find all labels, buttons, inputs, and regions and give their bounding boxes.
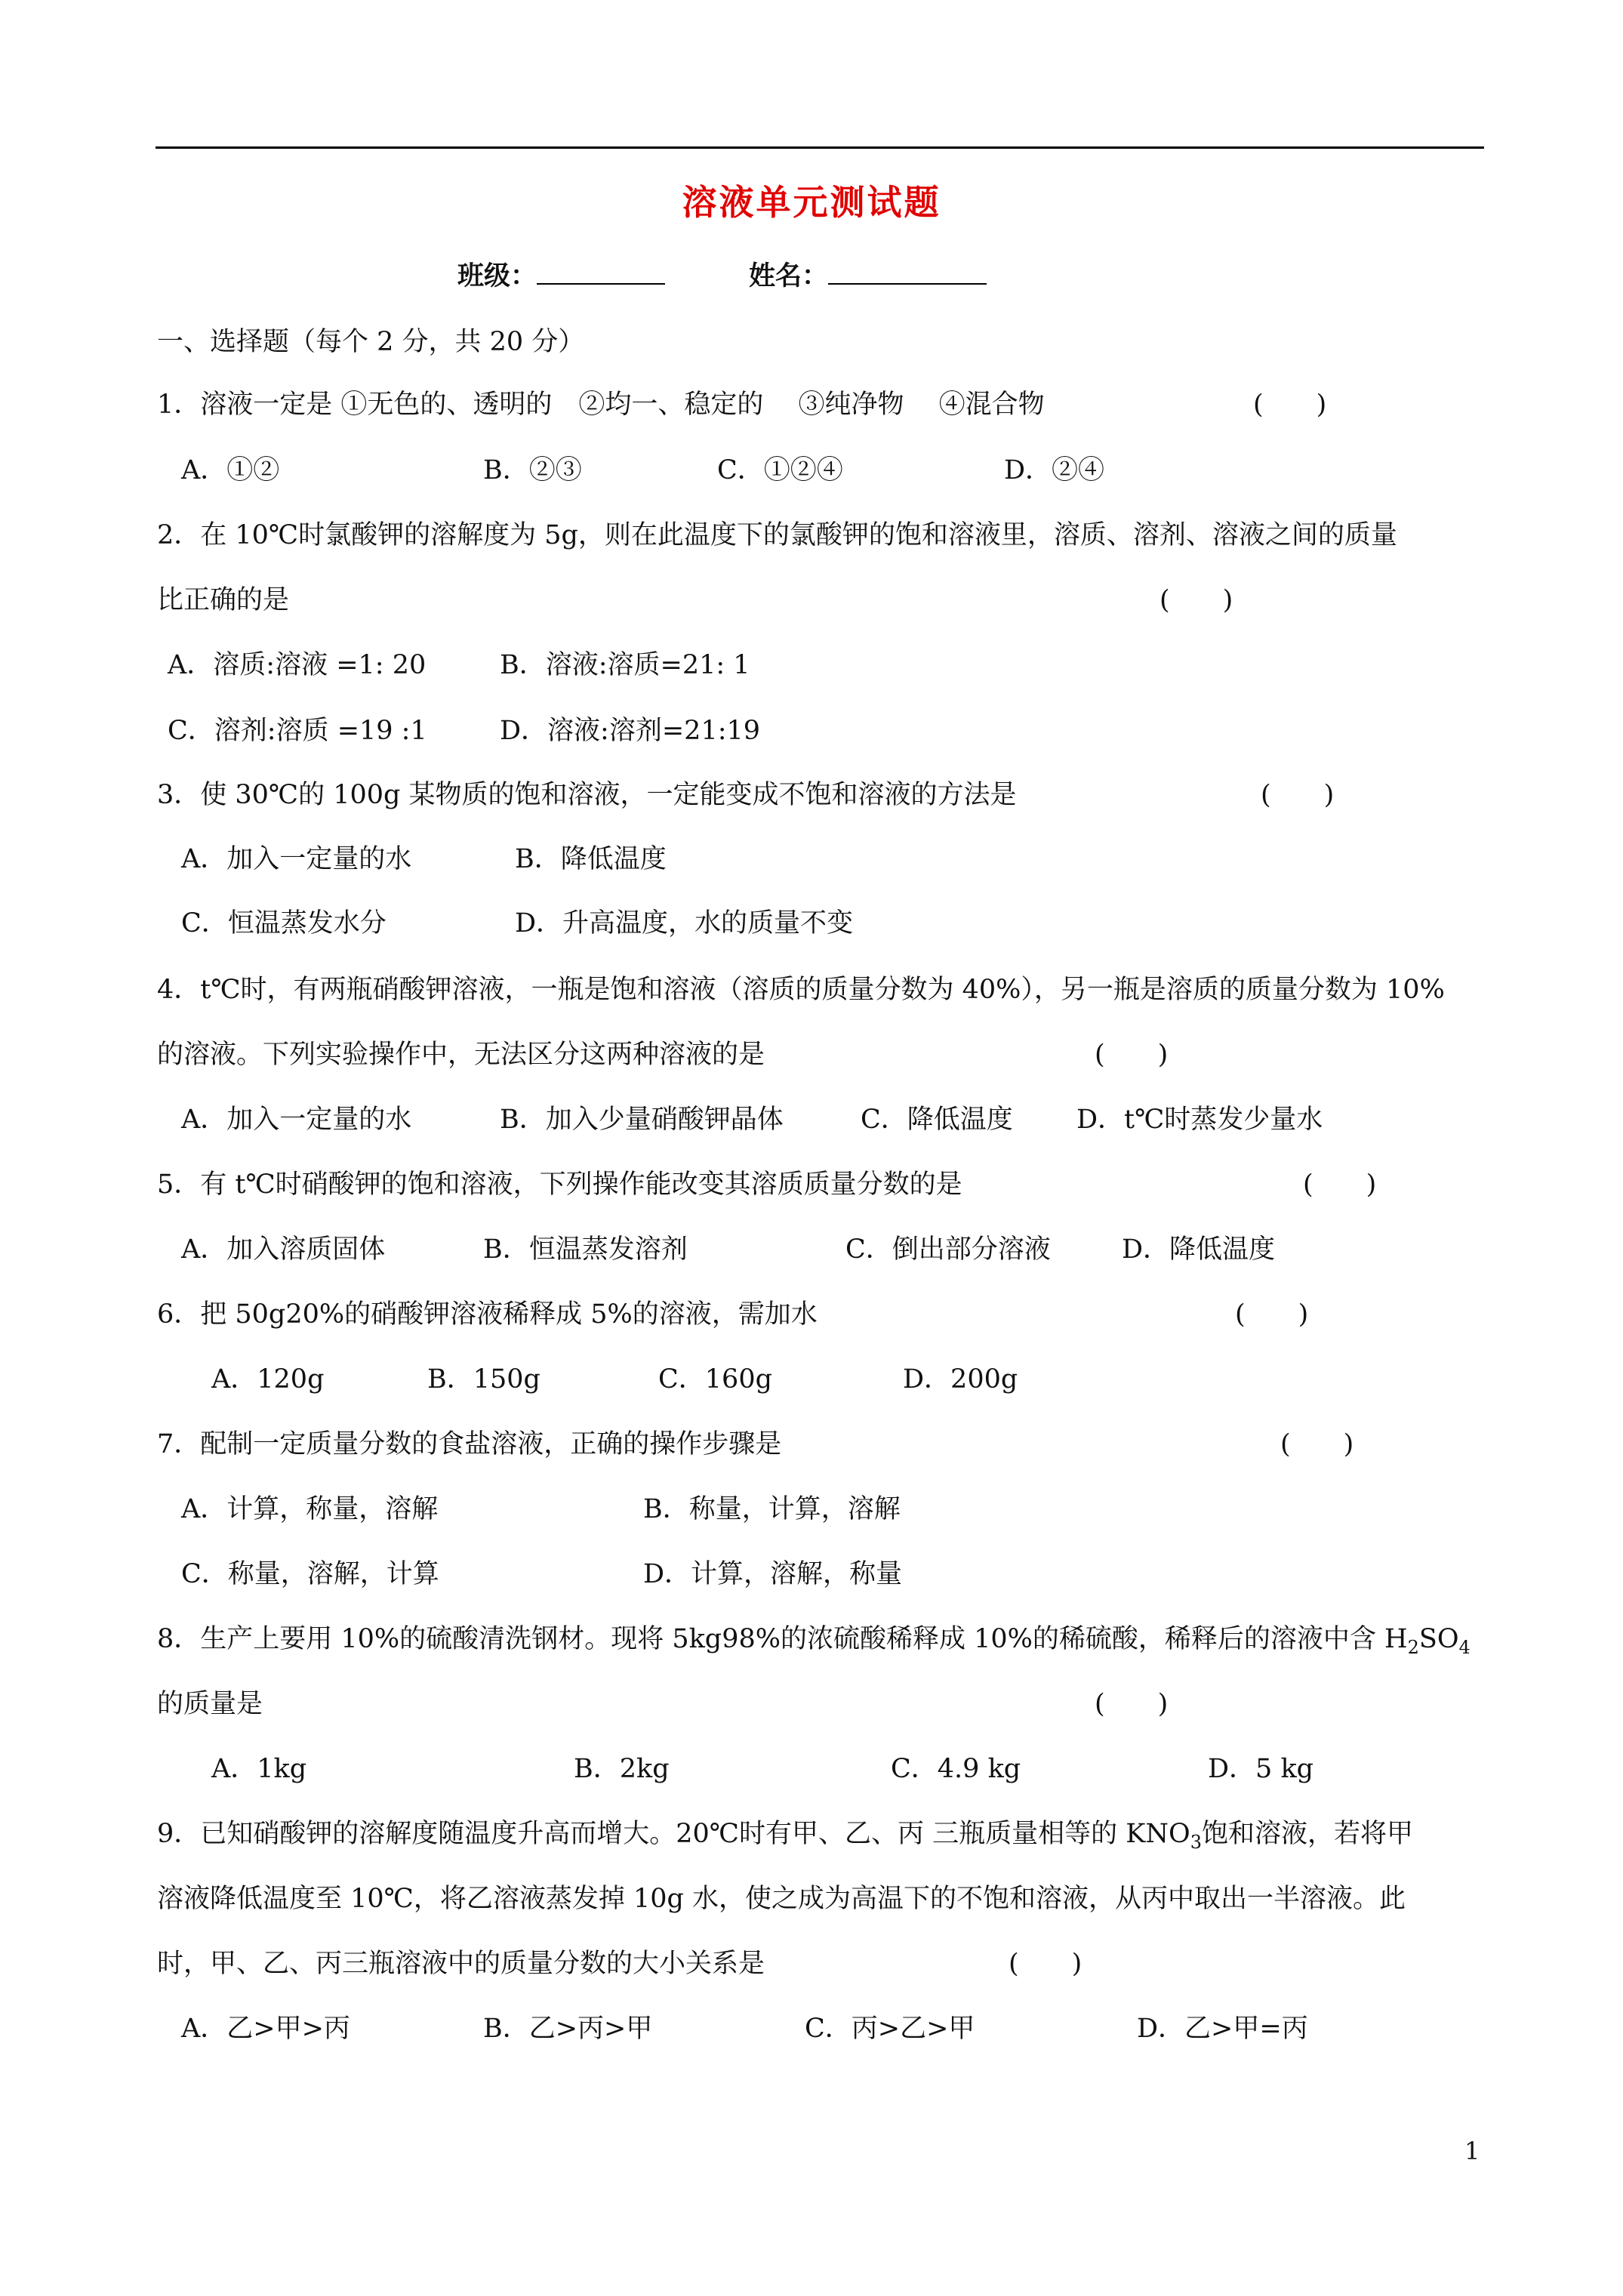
q6-option-c: C．160g [658,1364,772,1395]
q9-stem-line1 [157,1813,1413,1853]
name-blank[interactable] [828,257,987,285]
q1-option-c: C．①②④ [717,455,843,485]
q7-option-c: C．称量，溶解，计算 [181,1559,439,1589]
q8-stem-text: 8．生产上要用 10%的硫酸清洗钢材。现将 5kg98%的浓硫酸稀释成 10%的稀硫酸，稀释后的溶液中含 H [157,1624,1408,1654]
q8-formula-so: SO [1418,1624,1459,1654]
section-heading: 一、选择题（每个 2 分，共 20 分） [157,327,585,357]
q1-option-d: D．②④ [1004,455,1105,485]
class-field [457,255,665,293]
q3-option-b: B．降低温度 [515,844,667,874]
class-label: 班级： [457,260,537,291]
q9-stem-text-a: 9．已知硝酸钾的溶解度随温度升高而增大。20℃时有甲、乙、丙 三瓶质量相等的 KNO [157,1819,1190,1849]
q8-answer-blank: ( ) [1095,1689,1169,1719]
q9-answer-blank: ( ) [1009,1949,1083,1979]
q8-option-d: D．5 kg [1208,1754,1314,1784]
q2-option-b: B．溶液:溶质=21: 1 [500,650,750,680]
page-title: 溶液单元测试题 [682,182,941,223]
q6-answer-blank: ( ) [1235,1299,1309,1330]
q2-stem-line1: 2．在 10℃时氯酸钾的溶解度为 5g，则在此温度下的氯酸钾的饱和溶液里，溶质、溶剂、溶液之间的质量 [157,520,1397,550]
q8-formula-sub-4: 4 [1458,1637,1471,1658]
q7-option-a: A．计算，称量，溶解 [181,1494,439,1524]
q2-option-d: D．溶液:溶剂=21:19 [500,716,761,746]
q3-option-c: C．恒温蒸发水分 [181,908,387,938]
q7-option-d: D．计算，溶解，称量 [643,1559,903,1589]
q9-stem-line2: 溶液降低温度至 10℃，将乙溶液蒸发掉 10g 水，使之成为高温下的不饱和溶液，从丙中取出一半溶液。此 [157,1884,1406,1914]
q3-answer-blank: ( ) [1261,780,1335,810]
q9-option-d: D．乙>甲=丙 [1137,2014,1308,2044]
q1-stem: 1．溶液一定是 ①无色的、透明的 ②均一、稳定的 ③纯净物 ④混合物 [157,390,1045,420]
q7-option-b: B．称量，计算，溶解 [643,1494,901,1524]
q9-option-a: A．乙>甲>丙 [181,2014,350,2044]
q9-stem-text-b: 饱和溶液，若将甲 [1201,1819,1413,1849]
q2-answer-blank: ( ) [1160,585,1233,615]
q6-option-b: B．150g [427,1364,540,1395]
q6-stem: 6．把 50g20%的硝酸钾溶液稀释成 5%的溶液，需加水 [157,1299,818,1330]
q7-answer-blank: ( ) [1280,1429,1354,1459]
header-rule [156,146,1484,149]
q9-formula-sub-3: 3 [1190,1832,1202,1853]
q1-answer-blank: ( ) [1253,390,1327,420]
q4-answer-blank: ( ) [1095,1040,1169,1070]
q7-stem: 7．配制一定质量分数的食盐溶液，正确的操作步骤是 [157,1429,782,1459]
q1-option-a: A．①② [181,455,280,485]
q4-option-d: D．t℃时蒸发少量水 [1076,1105,1323,1135]
q9-option-b: B．乙>丙>甲 [483,2014,653,2044]
q8-option-c: C．4.9 kg [891,1754,1021,1784]
q2-option-c: C．溶剂:溶质 =19 :1 [168,716,427,746]
q9-stem-line3: 时，甲、乙、丙三瓶溶液中的质量分数的大小关系是 [157,1949,765,1979]
q5-answer-blank: ( ) [1303,1170,1377,1200]
q5-stem: 5．有 t℃时硝酸钾的饱和溶液，下列操作能改变其溶质质量分数的是 [157,1170,962,1200]
q3-option-d: D．升高温度，水的质量不变 [515,908,854,938]
q5-option-c: C．倒出部分溶液 [845,1234,1051,1265]
q9-option-c: C．丙>乙>甲 [805,2014,975,2044]
q4-option-c: C．降低温度 [861,1105,1013,1135]
name-field [749,255,987,293]
q2-stem-line2: 比正确的是 [157,585,290,615]
q4-option-b: B．加入少量硝酸钾晶体 [500,1105,784,1135]
name-label: 姓名： [749,260,829,291]
q2-option-a: A．溶质:溶液 =1: 20 [168,650,427,680]
q8-formula-sub-2: 2 [1407,1637,1419,1658]
q4-stem-line1: 4．t℃时，有两瓶硝酸钾溶液，一瓶是饱和溶液（溶质的质量分数为 40%），另一瓶是溶质的质量分数为 10% [157,975,1445,1005]
q3-option-a: A．加入一定量的水 [181,844,412,874]
q5-option-b: B．恒温蒸发溶剂 [483,1234,688,1265]
q5-option-a: A．加入溶质固体 [181,1234,386,1265]
q3-stem: 3．使 30℃的 100g 某物质的饱和溶液，一定能变成不饱和溶液的方法是 [157,780,1017,810]
q4-stem-line2: 的溶液。下列实验操作中，无法区分这两种溶液的是 [157,1040,765,1070]
q1-option-b: B．②③ [483,455,582,485]
q8-stem-line2: 的质量是 [157,1689,263,1719]
q8-stem-line1 [157,1618,1471,1658]
class-blank[interactable] [537,257,665,285]
q8-option-a: A．1kg [211,1754,307,1784]
q6-option-a: A．120g [211,1364,325,1395]
page-number: 1 [1464,2137,1480,2165]
q8-option-b: B．2kg [574,1754,670,1784]
q6-option-d: D．200g [903,1364,1018,1395]
q5-option-d: D．降低温度 [1122,1234,1276,1265]
q4-option-a: A．加入一定量的水 [181,1105,412,1135]
